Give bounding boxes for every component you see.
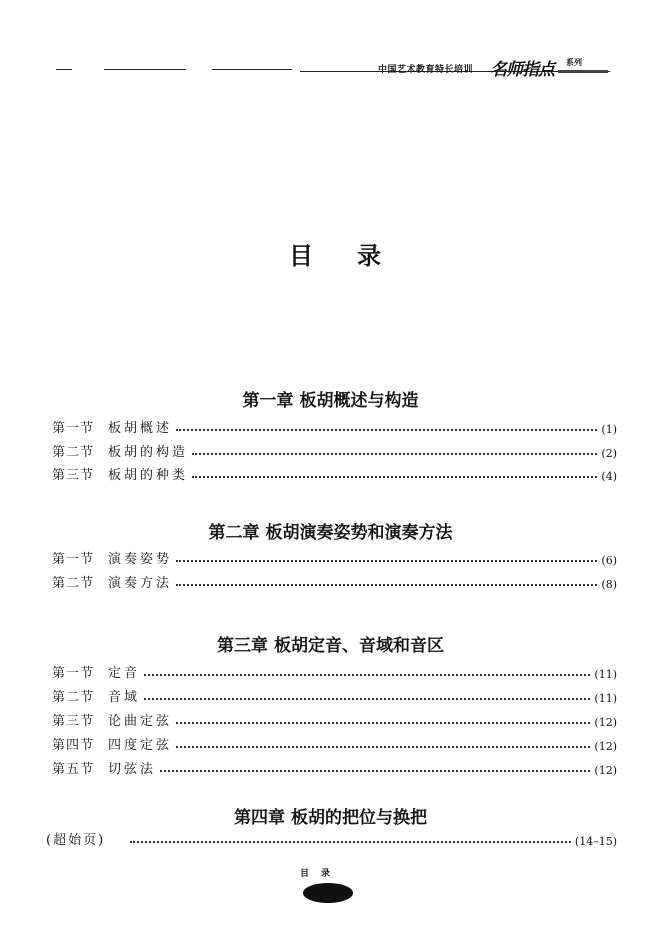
chapter-2-heading: 第二章 板胡演奏姿势和演奏方法 (208, 523, 453, 543)
toc-leader (176, 722, 590, 724)
toc-section: (超始页) (46, 833, 106, 848)
toc-title: 板胡概述 (108, 421, 173, 436)
toc-leader (176, 584, 597, 586)
toc-title: 定音 (108, 666, 141, 681)
header-rule-2 (104, 69, 186, 70)
toc-entry[interactable] (52, 757, 617, 777)
toc-entry[interactable] (52, 463, 617, 483)
toc-entry[interactable] (46, 828, 617, 848)
toc-section: 第一节 (52, 666, 95, 681)
toc-leader (176, 429, 597, 431)
chapter-1-heading: 第一章 板胡概述与构造 (242, 391, 419, 411)
toc-title: 论曲定弦 (108, 714, 173, 729)
toc-entry[interactable] (52, 416, 617, 436)
toc-page: (11) (594, 692, 617, 705)
toc-page: (4) (601, 470, 617, 483)
toc-page: (12) (594, 716, 617, 729)
toc-leader (160, 770, 590, 772)
toc-section: 第三节 (52, 468, 95, 483)
toc-page: (12) (594, 764, 617, 777)
series-suffix: 系列 (566, 58, 582, 67)
toc-leader (192, 453, 597, 455)
toc-entry[interactable] (52, 733, 617, 753)
toc-section: 第二节 (52, 690, 95, 705)
page-title-char-2: 录 (357, 242, 381, 270)
toc-page: (8) (601, 578, 617, 591)
chapter-4-heading: 第四章 板胡的把位与换把 (234, 808, 427, 828)
toc-leader (176, 746, 590, 748)
toc-leader (176, 560, 597, 562)
toc-entry[interactable] (52, 661, 617, 681)
toc-title: 音域 (108, 690, 141, 705)
toc-title: 四度定弦 (108, 738, 173, 753)
toc-leader (192, 476, 597, 478)
toc-page: (14–15) (574, 835, 617, 848)
page-title (289, 236, 381, 271)
toc-page: (6) (601, 554, 617, 567)
toc-section: 第五节 (52, 762, 95, 777)
toc-title: 演奏姿势 (108, 552, 173, 567)
brand-bar (558, 70, 608, 73)
toc-title: 板胡的构造 (108, 445, 189, 460)
header-rule-3 (212, 69, 292, 70)
brand-logo-text: 名师指点 (490, 60, 554, 80)
toc-page: (2) (601, 447, 617, 460)
toc-leader (130, 841, 571, 843)
toc-leader (144, 674, 590, 676)
toc-entry[interactable] (52, 440, 617, 460)
toc-section: 第一节 (52, 421, 95, 436)
toc-entry[interactable] (52, 709, 617, 729)
page-title-char-1: 目 (289, 242, 313, 270)
toc-section: 第三节 (52, 714, 95, 729)
header-rule-1 (56, 69, 72, 70)
toc-entry[interactable] (52, 571, 617, 591)
toc-entry[interactable] (52, 547, 617, 567)
toc-title: 演奏方法 (108, 576, 173, 591)
toc-section: 第二节 (52, 445, 95, 460)
toc-section: 第二节 (52, 576, 95, 591)
toc-leader (144, 698, 590, 700)
series-text: 中国艺术教育特长培训 (378, 65, 474, 75)
toc-title: 切弦法 (108, 762, 157, 777)
toc-section: 第一节 (52, 552, 95, 567)
toc-entry[interactable] (52, 685, 617, 705)
page-number-oval (303, 883, 353, 903)
toc-section: 第四节 (52, 738, 95, 753)
toc-page: (11) (594, 668, 617, 681)
toc-page: (12) (594, 740, 617, 753)
toc-title: 板胡的种类 (108, 468, 189, 483)
toc-page: (1) (601, 423, 617, 436)
footer-label: 目录 (300, 869, 343, 879)
chapter-3-heading: 第三章 板胡定音、音域和音区 (217, 636, 444, 656)
